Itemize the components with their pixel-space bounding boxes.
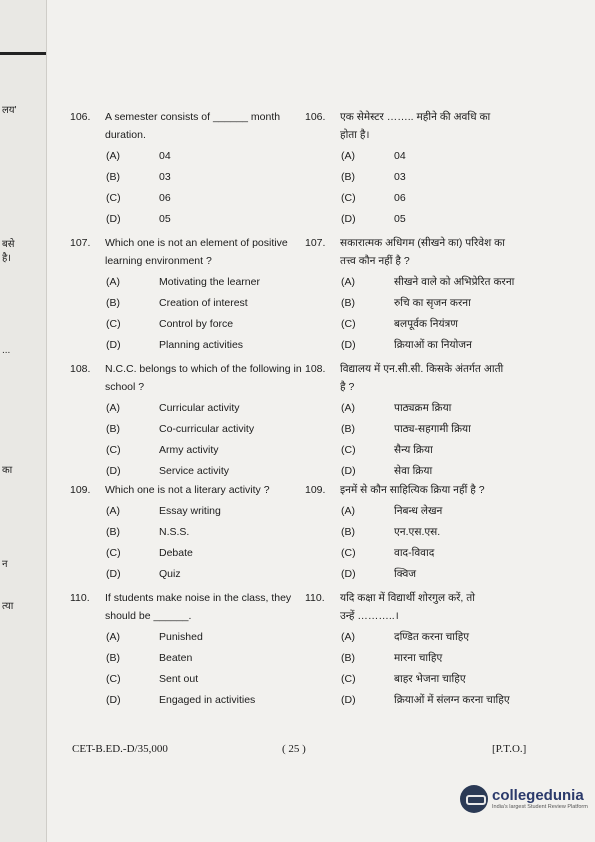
question-line: learning environment ?: [105, 255, 212, 267]
option-text: Quiz: [159, 568, 181, 580]
option-row: [305, 167, 533, 188]
option-text: 03: [394, 171, 406, 183]
option-text: Beaten: [159, 652, 193, 664]
margin-fragment: ...: [2, 345, 11, 356]
option-text: 06: [394, 192, 406, 204]
question-line: विद्यालय में एन.सी.सी. किसके अंतर्गत आती: [340, 363, 504, 375]
question-text: [340, 234, 533, 270]
option-label: (C): [106, 547, 121, 559]
option-text: एन.एस.एस.: [394, 526, 441, 538]
option-row: [305, 543, 533, 564]
option-row: [70, 146, 305, 167]
option-text: मारना चाहिए: [394, 652, 443, 664]
option-row: [305, 419, 533, 440]
option-text: Creation of interest: [159, 297, 248, 309]
question-number: 109.: [305, 484, 326, 496]
option-text: सैन्य क्रिया: [394, 444, 433, 456]
option-label: (B): [106, 423, 120, 435]
option-row: [305, 293, 533, 314]
option-row: [70, 627, 305, 648]
option-label: (D): [106, 568, 121, 580]
question-text: [340, 360, 533, 396]
question-line: duration.: [105, 129, 146, 141]
question-en: [70, 481, 305, 585]
option-label: (A): [106, 150, 120, 162]
option-text: Essay writing: [159, 505, 221, 517]
option-label: (C): [106, 318, 121, 330]
watermark-logo: [460, 785, 588, 813]
option-text: 04: [394, 150, 406, 162]
option-row: [70, 440, 305, 461]
question-number: 109.: [70, 484, 91, 496]
option-row: [70, 543, 305, 564]
question-hi: [305, 108, 533, 230]
option-text: Control by force: [159, 318, 234, 330]
previous-page-bleed: [0, 0, 47, 842]
option-label: (A): [341, 631, 355, 643]
option-text: सेवा क्रिया: [394, 465, 433, 477]
option-text: Punished: [159, 631, 203, 643]
option-row: [305, 564, 533, 585]
option-text: 05: [159, 213, 171, 225]
question-line: सकारात्मक अधिगम (सीखने का) परिवेश का: [340, 237, 505, 249]
option-row: [305, 146, 533, 167]
option-text: बाहर भेजना चाहिए: [394, 673, 466, 685]
option-row: [70, 188, 305, 209]
question-line: Which one is not an element of positive: [105, 237, 288, 249]
question-text: [105, 108, 305, 144]
option-label: (B): [106, 171, 120, 183]
option-text: Co-curricular activity: [159, 423, 255, 435]
option-row: [70, 398, 305, 419]
option-text: Sent out: [159, 673, 199, 685]
option-text: Planning activities: [159, 339, 244, 351]
option-row: [305, 522, 533, 543]
option-text: वाद-विवाद: [394, 547, 435, 559]
option-row: [70, 209, 305, 230]
question-en: [70, 234, 305, 356]
question-hi: [305, 589, 533, 711]
margin-fragment: लय': [2, 105, 17, 116]
option-row: [305, 690, 533, 711]
option-text: 03: [159, 171, 171, 183]
question-line: एक सेमेस्टर …….. महीने की अवधि का: [340, 111, 491, 123]
option-row: [305, 188, 533, 209]
option-text: सीखने वाले को अभिप्रेरित करना: [394, 276, 515, 288]
option-text: पाठ्यक्रम क्रिया: [394, 402, 452, 414]
option-label: (D): [341, 568, 356, 580]
option-text: N.S.S.: [159, 526, 190, 538]
question-line: इनमें से कौन साहित्यिक क्रिया नहीं है ?: [340, 484, 485, 496]
question-hi: [305, 481, 533, 585]
option-label: (B): [341, 171, 355, 183]
option-text: रुचि का सृजन करना: [394, 297, 471, 309]
watermark-name: collegedunia: [492, 787, 584, 804]
option-row: [70, 272, 305, 293]
option-label: (A): [106, 402, 120, 414]
option-label: (A): [341, 402, 355, 414]
option-text: पाठ्य-सहगामी क्रिया: [394, 423, 471, 435]
option-text: Motivating the learner: [159, 276, 260, 288]
option-row: [305, 461, 533, 482]
option-label: (C): [106, 673, 121, 685]
option-label: (C): [341, 547, 356, 559]
question-text: [105, 360, 305, 396]
option-row: [70, 564, 305, 585]
option-row: [70, 669, 305, 690]
question-number: 108.: [305, 363, 326, 375]
option-label: (A): [341, 150, 355, 162]
question-number: 108.: [70, 363, 91, 375]
option-label: (A): [341, 276, 355, 288]
exam-code: CET-B.ED.-D/35,000: [72, 743, 168, 755]
question-number: 107.: [70, 237, 91, 249]
question-line: school ?: [105, 381, 145, 393]
question-text: [105, 589, 305, 625]
question-line: यदि कक्षा में विद्यार्थी शोरगुल करें, तो: [340, 592, 475, 604]
option-row: [305, 335, 533, 356]
option-row: [305, 272, 533, 293]
option-label: (D): [106, 213, 121, 225]
question-line: N.C.C. belongs to which of the following in: [105, 363, 302, 375]
option-text: 04: [159, 150, 171, 162]
question-hi: [305, 234, 533, 356]
question-line: A semester consists of ______ month: [105, 111, 281, 123]
question-en: [70, 108, 305, 230]
option-label: (B): [341, 652, 355, 664]
option-label: (B): [106, 297, 120, 309]
question-text: [340, 481, 533, 499]
option-row: [305, 627, 533, 648]
option-label: (D): [106, 694, 121, 706]
mascot-icon: [460, 785, 488, 813]
option-row: [305, 501, 533, 522]
question-number: 106.: [305, 111, 326, 123]
question-text: [340, 589, 533, 625]
option-text: क्रियाओं का नियोजन: [394, 339, 472, 351]
question-line: should be ______.: [105, 610, 192, 622]
option-text: बलपूर्वक नियंत्रण: [394, 318, 458, 330]
option-label: (B): [106, 526, 120, 538]
option-text: निबन्ध लेखन: [394, 505, 443, 517]
question-text: [105, 481, 305, 499]
question-number: 110.: [70, 592, 90, 604]
option-label: (B): [341, 423, 355, 435]
option-label: (A): [106, 276, 120, 288]
question-line: Which one is not a literary activity ?: [105, 484, 270, 496]
option-text: Curricular activity: [159, 402, 240, 414]
option-label: (A): [106, 505, 120, 517]
margin-fragment: त्या: [2, 601, 14, 612]
option-label: (D): [106, 465, 121, 477]
option-row: [70, 690, 305, 711]
option-row: [70, 335, 305, 356]
option-row: [305, 314, 533, 335]
option-row: [70, 501, 305, 522]
option-row: [70, 461, 305, 482]
question-number: 107.: [305, 237, 326, 249]
option-row: [305, 440, 533, 461]
option-row: [70, 167, 305, 188]
page-number: ( 25 ): [282, 743, 306, 755]
question-number: 106.: [70, 111, 91, 123]
bleed-rule: [0, 52, 46, 55]
option-row: [305, 648, 533, 669]
option-label: (C): [106, 444, 121, 456]
option-text: Service activity: [159, 465, 230, 477]
margin-fragment: न: [2, 559, 8, 570]
watermark-tagline: India's largest Student Review Platform: [492, 804, 588, 810]
option-row: [305, 398, 533, 419]
option-row: [70, 419, 305, 440]
question-line: तत्त्व कौन नहीं है ?: [340, 255, 410, 267]
option-label: (C): [341, 444, 356, 456]
option-label: (B): [341, 297, 355, 309]
option-label: (C): [341, 318, 356, 330]
option-label: (D): [341, 213, 356, 225]
option-row: [70, 522, 305, 543]
option-row: [305, 209, 533, 230]
option-label: (D): [106, 339, 121, 351]
question-line: If students make noise in the class, they: [105, 592, 292, 604]
question-en: [70, 589, 305, 711]
option-row: [70, 314, 305, 335]
option-row: [305, 669, 533, 690]
question-line: उन्हें ………..।: [340, 610, 399, 622]
question-hi: [305, 360, 533, 482]
option-row: [70, 648, 305, 669]
question-en: [70, 360, 305, 482]
option-label: (C): [106, 192, 121, 204]
option-label: (A): [341, 505, 355, 517]
option-text: 05: [394, 213, 406, 225]
option-text: क्विज: [394, 568, 417, 580]
option-label: (D): [341, 465, 356, 477]
option-row: [70, 293, 305, 314]
question-line: है ?: [340, 381, 355, 393]
option-label: (C): [341, 192, 356, 204]
pto-label: [P.T.O.]: [492, 743, 527, 755]
question-text: [340, 108, 533, 144]
margin-fragment: बसे: [2, 239, 15, 250]
option-text: 06: [159, 192, 171, 204]
question-number: 110.: [305, 592, 325, 604]
option-text: Army activity: [159, 444, 219, 456]
option-label: (D): [341, 694, 356, 706]
exam-page: [52, 0, 595, 842]
question-line: होता है।: [340, 129, 370, 141]
option-text: क्रियाओं में संलग्न करना चाहिए: [394, 694, 510, 706]
margin-fragment: है।: [2, 253, 12, 264]
option-label: (B): [106, 652, 120, 664]
option-text: Engaged in activities: [159, 694, 256, 706]
option-label: (C): [341, 673, 356, 685]
option-label: (B): [341, 526, 355, 538]
question-text: [105, 234, 305, 270]
option-text: दण्डित करना चाहिए: [394, 631, 470, 643]
option-label: (A): [106, 631, 120, 643]
option-text: Debate: [159, 547, 193, 559]
option-label: (D): [341, 339, 356, 351]
margin-fragment: का: [2, 465, 13, 476]
